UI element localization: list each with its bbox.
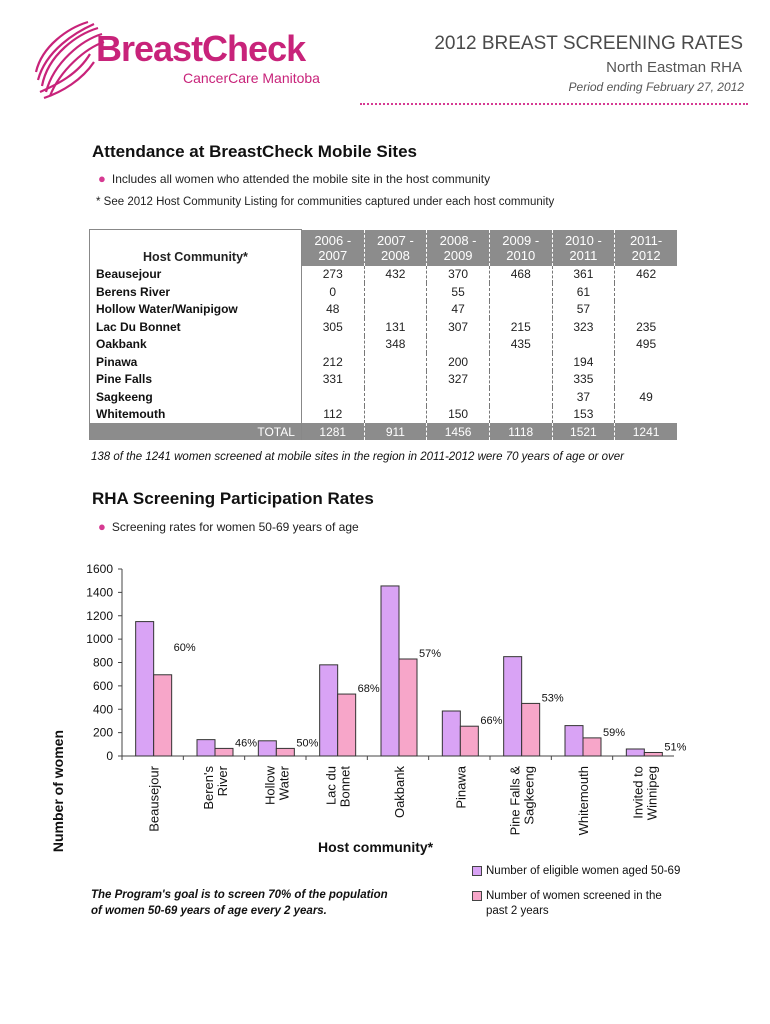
category-label-line: Lac du: [323, 766, 339, 806]
attendance-bullet-text: Includes all women who attended the mobile site in the host community: [111, 172, 491, 186]
host-community-name: Pine Falls: [90, 371, 302, 389]
chart-y-axis-label: Number of women: [50, 730, 66, 853]
attendance-cell: 37: [552, 388, 615, 406]
attendance-footnote: 138 of the 1241 women screened at mobile sites in the region in 2011-2012 were 70 years of age or over: [91, 451, 624, 463]
rate-label: 68%: [357, 683, 380, 696]
bar-screened: [522, 703, 540, 756]
attendance-cell: 331: [301, 371, 364, 389]
category-label: [262, 765, 291, 805]
y-tick-label: 0: [106, 749, 113, 763]
table-row: [90, 371, 678, 389]
attendance-cell: 131: [364, 318, 427, 336]
participation-chart: [0, 555, 770, 885]
rate-label: 51%: [664, 741, 687, 754]
table-row: [90, 353, 678, 371]
attendance-cell: 307: [427, 318, 490, 336]
total-cell: 1241: [615, 423, 677, 440]
category-label: [576, 766, 591, 835]
legend-swatch-eligible: [472, 866, 482, 876]
attendance-cell: [552, 336, 615, 354]
attendance-cell: 348: [364, 336, 427, 354]
host-community-name: Oakbank: [90, 336, 302, 354]
host-community-name: Sagkeeng: [90, 388, 302, 406]
category-label-line: Oakbank: [392, 766, 407, 819]
attendance-cell: [489, 371, 552, 389]
total-cell: 1456: [427, 423, 490, 440]
bar-eligible: [381, 586, 399, 756]
bullet-icon: ●: [98, 171, 106, 186]
bar-eligible: [504, 657, 522, 756]
year-header: 2006 - 2007: [301, 230, 364, 266]
table-row: [90, 388, 678, 406]
attendance-cell: [615, 301, 677, 319]
attendance-cell: [301, 388, 364, 406]
total-cell: 911: [364, 423, 427, 440]
attendance-cell: 323: [552, 318, 615, 336]
category-label-line: Pine Falls &: [507, 766, 523, 836]
attendance-cell: 212: [301, 353, 364, 371]
y-tick-label: 1200: [86, 608, 113, 623]
attendance-cell: 47: [427, 301, 490, 319]
year-header: 2010 - 2011: [552, 230, 615, 266]
legend-item-screened: [472, 889, 712, 921]
category-label-line: Bonnet: [337, 766, 353, 808]
attendance-cell: [489, 388, 552, 406]
legend-label-screened: Number of women screened in the past 2 years: [486, 890, 662, 917]
host-community-name: Whitemouth: [90, 406, 302, 424]
year-header: 2008 - 2009: [427, 230, 490, 266]
bullet-icon: ●: [98, 519, 106, 534]
bar-eligible: [197, 740, 215, 756]
attendance-cell: 150: [427, 406, 490, 424]
chart-x-axis-label: Host community*: [318, 839, 434, 855]
category-label: [508, 766, 537, 836]
table-header-row: [90, 230, 678, 266]
attendance-cell: [427, 336, 490, 354]
bar-screened: [399, 659, 417, 756]
bar-eligible: [258, 741, 276, 756]
category-label-line: Beren's: [201, 766, 216, 810]
host-community-name: Hollow Water/Wanipigow: [90, 301, 302, 319]
attendance-cell: 273: [301, 266, 364, 284]
attendance-cell: [489, 406, 552, 424]
attendance-cell: [489, 301, 552, 319]
attendance-cell: [364, 301, 427, 319]
attendance-cell: 462: [615, 266, 677, 284]
attendance-cell: [364, 353, 427, 371]
host-community-header: Host Community*: [90, 230, 302, 266]
attendance-cell: 335: [552, 371, 615, 389]
y-tick-label: 1000: [86, 632, 113, 647]
bar-screened: [644, 752, 662, 756]
attendance-cell: 55: [427, 283, 490, 301]
total-cell: 1118: [489, 423, 552, 440]
bar-screened: [460, 726, 478, 756]
rate-label: 60%: [173, 641, 196, 654]
program-goal-line: of women 50-69 years of age every 2 years.: [91, 905, 327, 917]
category-label-line: Whitemouth: [576, 766, 591, 836]
program-goal-line: The Program's goal is to screen 70% of the population: [91, 889, 388, 901]
bar-screened: [583, 738, 601, 756]
bar-screened: [154, 675, 172, 756]
category-label-line: Winnipeg: [644, 766, 660, 821]
attendance-cell: 153: [552, 406, 615, 424]
attendance-title: Attendance at BreastCheck Mobile Sites: [92, 142, 417, 161]
attendance-cell: 57: [552, 301, 615, 319]
attendance-cell: 48: [301, 301, 364, 319]
attendance-cell: [615, 283, 677, 301]
table-row: [90, 266, 678, 284]
attendance-cell: 370: [427, 266, 490, 284]
attendance-cell: [615, 371, 677, 389]
legend-item-eligible: [472, 864, 712, 880]
category-label: [147, 765, 162, 831]
rate-label: 57%: [419, 647, 442, 660]
category-label: [453, 765, 468, 808]
category-label-line: Sagkeeng: [521, 766, 537, 825]
attendance-cell: 200: [427, 353, 490, 371]
total-label: TOTAL: [90, 423, 302, 440]
rate-label: 59%: [603, 726, 626, 739]
table-row: [90, 336, 678, 354]
host-community-name: Lac Du Bonnet: [90, 318, 302, 336]
report-title: 2012 BREAST SCREENING RATES: [434, 33, 743, 54]
program-goal: [91, 887, 388, 919]
host-community-name: Berens River: [90, 283, 302, 301]
logo-wordmark: BreastCheck: [96, 28, 306, 69]
attendance-cell: [615, 353, 677, 371]
bar-screened: [338, 694, 356, 756]
attendance-cell: 61: [552, 283, 615, 301]
attendance-cell: 361: [552, 266, 615, 284]
category-label-line: Invited to: [630, 766, 646, 819]
year-header: 2007 - 2008: [364, 230, 427, 266]
bar-eligible: [626, 749, 644, 756]
attendance-cell: [364, 283, 427, 301]
y-tick-label: 800: [92, 655, 113, 670]
category-label-line: Hollow: [262, 766, 278, 806]
bar-eligible: [565, 726, 583, 756]
attendance-cell: 305: [301, 318, 364, 336]
attendance-cell: 435: [489, 336, 552, 354]
table-row: [90, 301, 678, 319]
y-tick-label: 400: [92, 702, 113, 717]
rate-label: 46%: [235, 737, 258, 750]
bar-screened: [276, 748, 294, 756]
attendance-cell: 432: [364, 266, 427, 284]
logo-subtitle: CancerCare Manitoba: [183, 70, 320, 86]
participation-bullet: [98, 519, 359, 534]
table-row: [90, 318, 678, 336]
total-cell: 1281: [301, 423, 364, 440]
attendance-cell: [489, 283, 552, 301]
category-label: [324, 766, 353, 808]
attendance-cell: 235: [615, 318, 677, 336]
category-label: [392, 766, 407, 819]
attendance-cell: 112: [301, 406, 364, 424]
y-tick-label: 600: [92, 678, 113, 693]
category-label-line: Pinawa: [453, 766, 469, 809]
bar-eligible: [320, 665, 338, 756]
bar-screened: [215, 748, 233, 756]
attendance-cell: [427, 388, 490, 406]
rate-label: 50%: [296, 737, 319, 750]
attendance-cell: 327: [427, 371, 490, 389]
attendance-cell: [301, 336, 364, 354]
participation-title: RHA Screening Participation Rates: [92, 489, 374, 508]
host-community-name: Pinawa: [90, 353, 302, 371]
attendance-cell: 495: [615, 336, 677, 354]
total-cell: 1521: [552, 423, 615, 440]
attendance-bullet: [98, 171, 490, 186]
attendance-cell: [615, 406, 677, 424]
attendance-cell: 215: [489, 318, 552, 336]
host-community-name: Beausejour: [90, 266, 302, 284]
category-label: [630, 766, 659, 820]
category-label: [201, 765, 230, 809]
report-region: North Eastman RHA: [606, 59, 742, 76]
attendance-cell: [364, 406, 427, 424]
attendance-cell: 49: [615, 388, 677, 406]
attendance-table: [89, 229, 677, 440]
y-tick-label: 1400: [86, 585, 113, 600]
header-divider: [360, 103, 748, 105]
attendance-cell: 194: [552, 353, 615, 371]
rate-label: 66%: [480, 715, 503, 728]
table-total-row: [90, 423, 678, 440]
table-row: [90, 406, 678, 424]
attendance-cell: [364, 371, 427, 389]
table-row: [90, 283, 678, 301]
bar-eligible: [136, 622, 154, 756]
year-header: 2011- 2012: [615, 230, 677, 266]
attendance-cell: 468: [489, 266, 552, 284]
attendance-cell: 0: [301, 283, 364, 301]
bar-eligible: [442, 711, 460, 756]
attendance-cell: [364, 388, 427, 406]
participation-bullet-text: Screening rates for women 50-69 years of age: [111, 520, 359, 534]
attendance-cell: [489, 353, 552, 371]
y-tick-label: 200: [92, 725, 113, 740]
rate-label: 53%: [541, 692, 564, 705]
year-header: 2009 - 2010: [489, 230, 552, 266]
category-label-line: Beausejour: [146, 766, 162, 832]
category-label-line: River: [215, 766, 230, 797]
legend-label-eligible: Number of eligible women aged 50-69: [486, 865, 681, 877]
legend-swatch-screened: [472, 891, 482, 901]
attendance-note: * See 2012 Host Community Listing for communities captured under each host community: [96, 196, 555, 208]
y-tick-label: 1600: [86, 562, 113, 576]
report-period: Period ending February 27, 2012: [568, 80, 744, 94]
category-label-line: Water: [276, 766, 292, 801]
